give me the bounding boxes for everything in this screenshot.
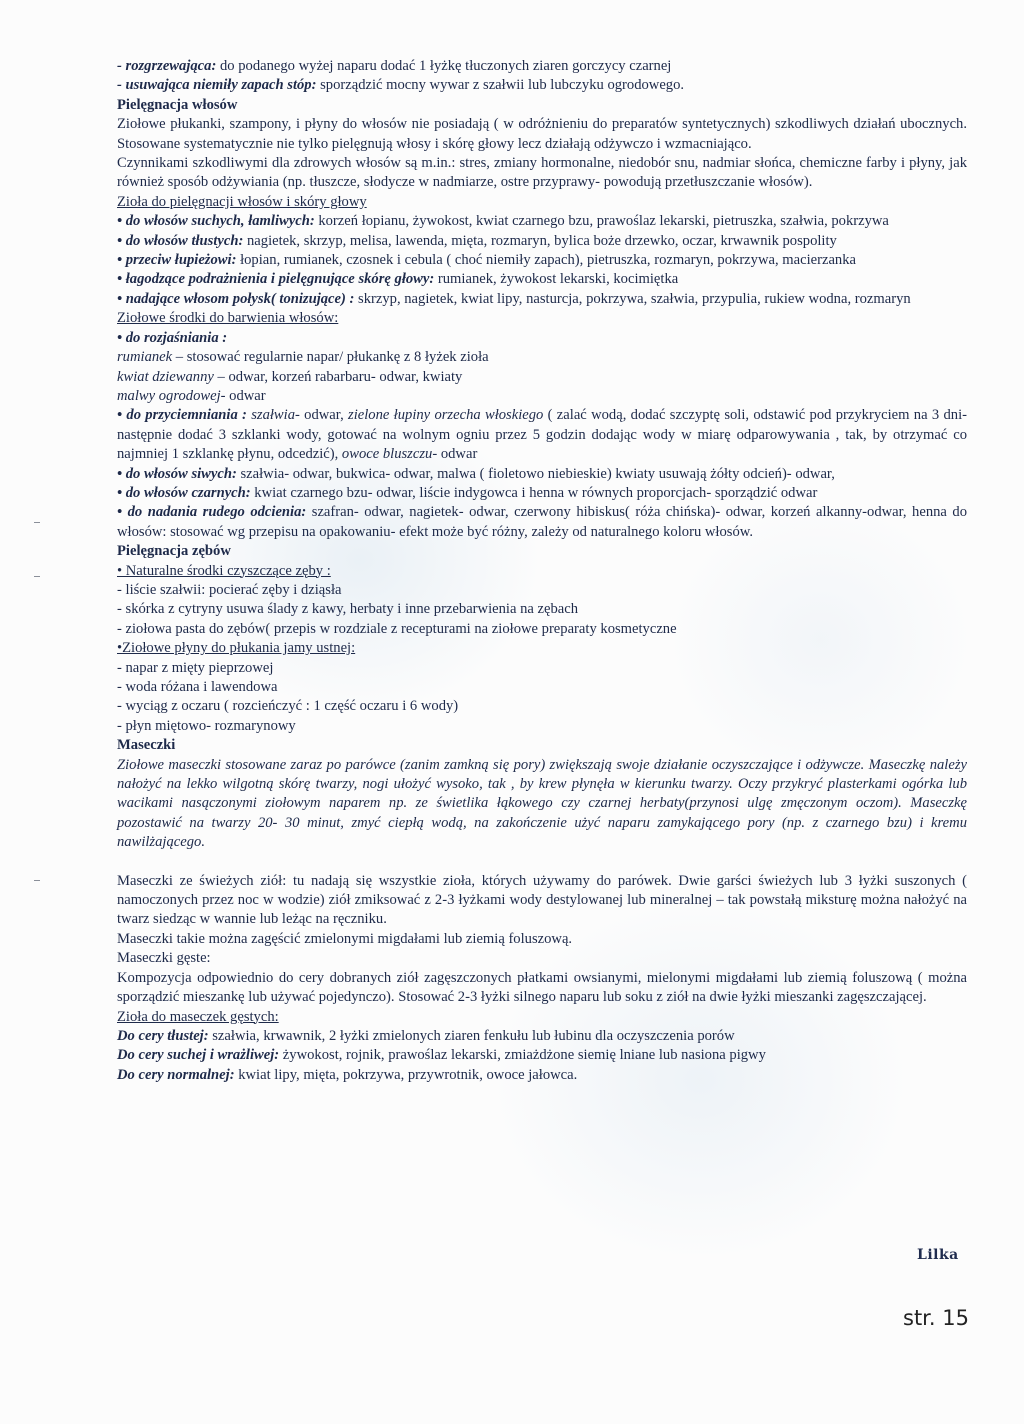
line-warming: - rozgrzewająca: do podanego wyżej naparu dodać 1 łyżkę tłuczonych ziaren gorczycy czarnej [117, 58, 672, 74]
item-normal-skin: Do cery normalnej: kwiat lipy, mięta, pokrzywa, przywrotnik, owoce jałowca. [117, 1066, 578, 1083]
page-number: str. 15 [903, 1306, 969, 1330]
subheading-hair-dye: Ziołowe środki do barwienia włosów: [117, 310, 339, 327]
rinse-item-1: - napar z mięty pieprzowej [117, 659, 274, 676]
subheading-teeth-cleaning: • Naturalne środki czyszczące zęby : [117, 562, 331, 579]
paragraph-hair-2: Czynnikami szkodliwymi dla zdrowych włosów są m.in.: stres, zmiany hormonalne, niedobór snu, nadmiar słońca, chemiczne farby i płyny, jak również sposób odżywiania (np. tłuszcze, słodycze w nadmiarze, ostre przyprawy- powodują przetłuszczanie włosów). [117, 155, 967, 191]
brightening-line-2: kwiat dziewanny – odwar, korzeń rabarbaru- odwar, kwiaty [117, 368, 463, 385]
item-dry-skin: Do cery suchej i wrażliwej: żywokost, rojnik, prawoślaz lekarski, zmiażdżone siemię lniane lub nasiona pigwy [117, 1047, 766, 1064]
paragraph-thick-masks-title: Maseczki gęste: [117, 950, 211, 967]
brightening-line-3: malwy ogrodowej- odwar [117, 387, 266, 404]
item-black-hair: • do włosów czarnych: kwiat czarnego bzu- odwar, liście indygowca i henna w równych proporcjach- sporządzić odwar [117, 484, 818, 501]
paragraph-thick-masks: Kompozycja odpowiednio do cery dobranych ziół zagęszczonych płatkami owsianymi, mielonymi migdałami lub ziemią foluszową ( można sporządzić mieszankę lub używać pojedynczo). Stosować 2-3 łyżki silnego naparu lub soku z ziół na dwie łyżki mieszanki zagęszczającej. [117, 969, 967, 1006]
item-oily-skin: Do cery tłustej: szałwia, krwawnik, 2 łyżki zmielonych ziaren fenkułu lub łubinu dla oczyszczenia porów [117, 1027, 735, 1044]
teeth-item-1: - liście szałwii: pocierać zęby i dziąsła [117, 581, 342, 598]
paragraph-masks-italic: Ziołowe maseczki stosowane zaraz po parówce (zanim zamkną się pory) zwiększają swoje działanie oczyszczające i odżywcze. Maseczkę należy nałożyć na lekko wilgotną skórę twarzy, nogi ułożyć wysoko, tak , by krew płynęła w kierunku twarzy. Oczy przykryć plasterkami ogórka lub wacikami nasączonymi ziołowym naparem np. ze świetlika łąkowego czy czarnej herbaty(przynosi ulgę zmęczonym oczom). Maseczkę pozostawić na twarzy 20- 30 minut, zmyć ciepłą wodą, na zakończenie użyć naparu zamykającego pory (np. z czarnego bzu) i kremu nawilżającego. [117, 756, 967, 851]
heading-hair-care: Pielęgnacja włosów [117, 96, 238, 113]
item-oily-hair: • do włosów tłustych: nagietek, skrzyp, melisa, lawenda, mięta, rozmaryn, bylica boże drzewko, oczar, krwawnik pospolity [117, 232, 837, 249]
item-red-tint: • do nadania rudego odcienia: szafran- odwar, nagietek- odwar, czerwony hibiskus( róża chińska)- odwar, korzeń alkanny-odwar, henna do włosów: stosować wg przepisu na opakowaniu- efekt może być różny, zależy od naturalnego koloru włosów. [117, 504, 967, 540]
paragraph-gap [117, 853, 967, 872]
item-brightening: • do rozjaśniania : [117, 329, 228, 346]
subheading-mouth-rinse: •Ziołowe płyny do płukania jamy ustnej: [117, 640, 356, 657]
paragraph-thickening: Maseczki takie można zagęścić zmielonymi migdałami lub ziemią foluszową. [117, 930, 573, 947]
heading-masks: Maseczki [117, 737, 176, 754]
author-signature: Lilka [917, 1247, 959, 1263]
margin-mark [34, 522, 40, 523]
margin-mark [34, 576, 40, 577]
item-dandruff: • przeciw łupieżowi: łopian, rumianek, czosnek i cebula ( choć niemiły zapach), pietruszka, rozmaryn, pokrzywa, macierzanka [117, 252, 856, 269]
subheading-hair-herbs: Zioła do pielęgnacji włosów i skóry głowy [117, 193, 367, 210]
heading-teeth-care: Pielęgnacja zębów [117, 543, 231, 560]
subheading-thick-herbs: Zioła do maseczek gęstych: [117, 1008, 279, 1025]
rinse-item-3: - wyciąg z oczaru ( rozcieńczyć : 1 część oczaru i 6 wody) [117, 698, 459, 715]
brightening-line-1: rumianek – stosować regularnie napar/ płukankę z 8 łyżek zioła [117, 349, 489, 366]
margin-mark [34, 880, 40, 881]
paragraph-fresh-masks: Maseczki ze świeżych ziół: tu nadają się wszystkie zioła, których używamy do parówek. Dwie garści świeżych lub 3 łyżki suszonych ( namoczonych przez noc w wodzie) ziół zmiksować z 2-3 łyżkami wody destylowanej lub mineralnej – tak powstałą miksturę można nałożyć na twarz siedząc w wannie lub leżąc na ręczniku. [117, 872, 967, 928]
item-grey-hair: • do włosów siwych: szałwia- odwar, bukwica- odwar, malwa ( fioletowo niebieskie) kwiaty usuwają żółty odcień)- odwar, [117, 465, 835, 482]
rinse-item-2: - woda różana i lawendowa [117, 679, 278, 695]
teeth-item-3: - ziołowa pasta do zębów( przepis w rozdziale z recepturami na ziołowe preparaty kosmetyczne [117, 620, 677, 637]
item-darkening: • do przyciemniania : szałwia- odwar, zielone łupiny orzecha włoskiego ( zalać wodą, dodać szczyptę soli, odstawić pod przykryciem na 3 dni- następnie dodać 3 szklanki wody, gotować na wolnym ogniu przez 5 godzin dodając wody w miarę odparowywania , tak, by otrzymać co najmniej 1 szklankę płynu, odcedzić), owoce bluszczu- odwar [117, 407, 967, 463]
line-foot-odor: - usuwająca niemiły zapach stóp: sporządzić mocny wywar z szałwii lub lubczyku ogrodowego. [117, 77, 685, 94]
item-soothing: • łagodzące podrażnienia i pielęgnujące skórę głowy: rumianek, żywokost lekarski, kocimiętka [117, 271, 679, 288]
paragraph-hair-1: Ziołowe płukanki, szampony, i płyny do włosów nie posiadają ( w odróżnieniu do preparatów syntetycznych) szkodliwych działań ubocznych. Stosowane systematycznie nie tylko pielęgnują włosy i skórę głowy lecz działają odżywczo i wzmacniająco. [117, 116, 967, 152]
rinse-item-4: - płyn miętowo- rozmarynowy [117, 717, 296, 734]
item-shine: • nadające włosom połysk( tonizujące) : skrzyp, nagietek, kwiat lipy, nasturcja, pokrzywa, szałwia, przypulia, rukiew wodna, rozmaryn [117, 290, 911, 307]
document-body [117, 57, 967, 1085]
teeth-item-2: - skórka z cytryny usuwa ślady z kawy, herbaty i inne przebarwienia na zębach [117, 601, 578, 618]
item-dry-hair: • do włosów suchych, łamliwych: korzeń łopianu, żywokost, kwiat czarnego bzu, prawoślaz lekarski, pietruszka, szałwia, pokrzywa [117, 213, 889, 230]
